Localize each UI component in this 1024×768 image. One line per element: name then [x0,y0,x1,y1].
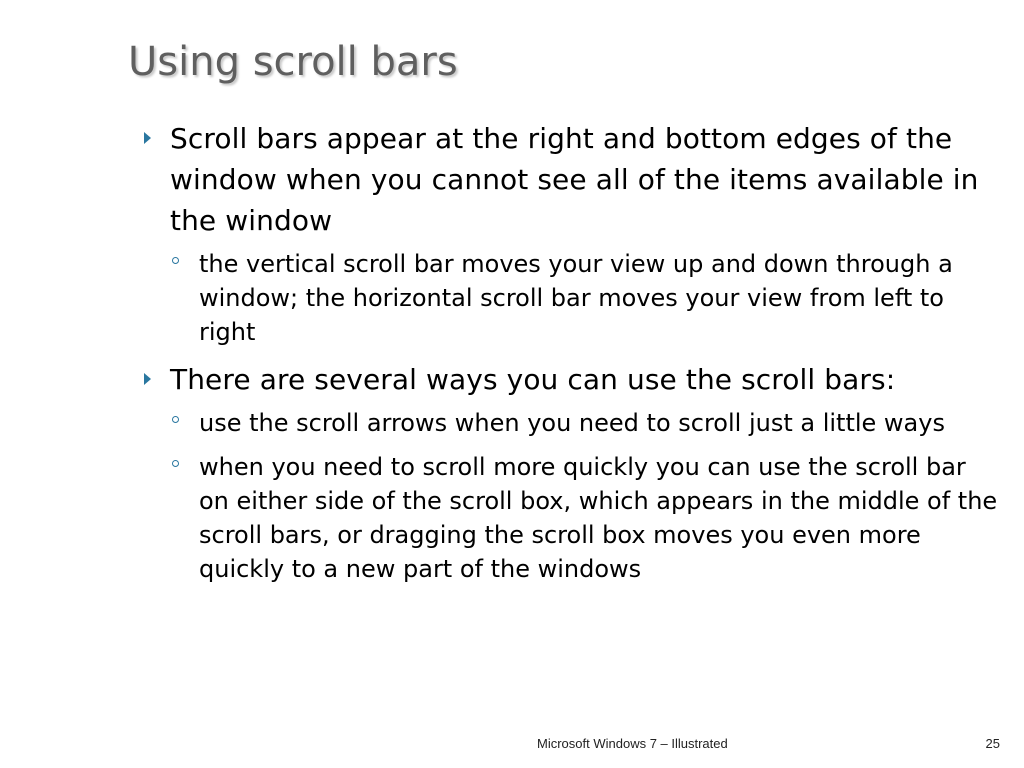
bullet-text: Scroll bars appear at the right and bottom edges of the window when you cannot see all of the items available in the window [170,122,979,237]
slide-number: 25 [985,736,1000,751]
triangle-bullet-icon [144,373,151,385]
bullet-text: There are several ways you can use the scroll bars: [170,363,896,396]
sub-bullet-list [170,406,1002,586]
bullet-item [140,359,1002,586]
circle-bullet-icon [172,416,179,423]
sub-bullet-item [170,450,1002,586]
circle-bullet-icon [172,257,179,264]
sub-bullet-list [170,247,1002,349]
bullet-item [140,118,1002,349]
circle-bullet-icon [172,460,179,467]
triangle-bullet-icon [144,132,151,144]
slide-body [140,118,1002,596]
bullet-list [140,118,1002,586]
sub-bullet-item [170,406,1002,440]
sub-bullet-text: when you need to scroll more quickly you can use the scroll bar on either side of the scroll box, which appears in the middle of the scroll bars, or dragging the scroll box moves you even more quickly to a new part of the windows [199,453,998,583]
sub-bullet-item [170,247,1002,349]
sub-bullet-text: the vertical scroll bar moves your view up and down through a window; the horizontal scroll bar moves your view from left to right [199,250,953,346]
sub-bullet-text: use the scroll arrows when you need to scroll just a little ways [199,409,945,437]
slide-title: Using scroll bars [128,39,458,85]
slide-footer: Microsoft Windows 7 – Illustrated [537,736,728,751]
